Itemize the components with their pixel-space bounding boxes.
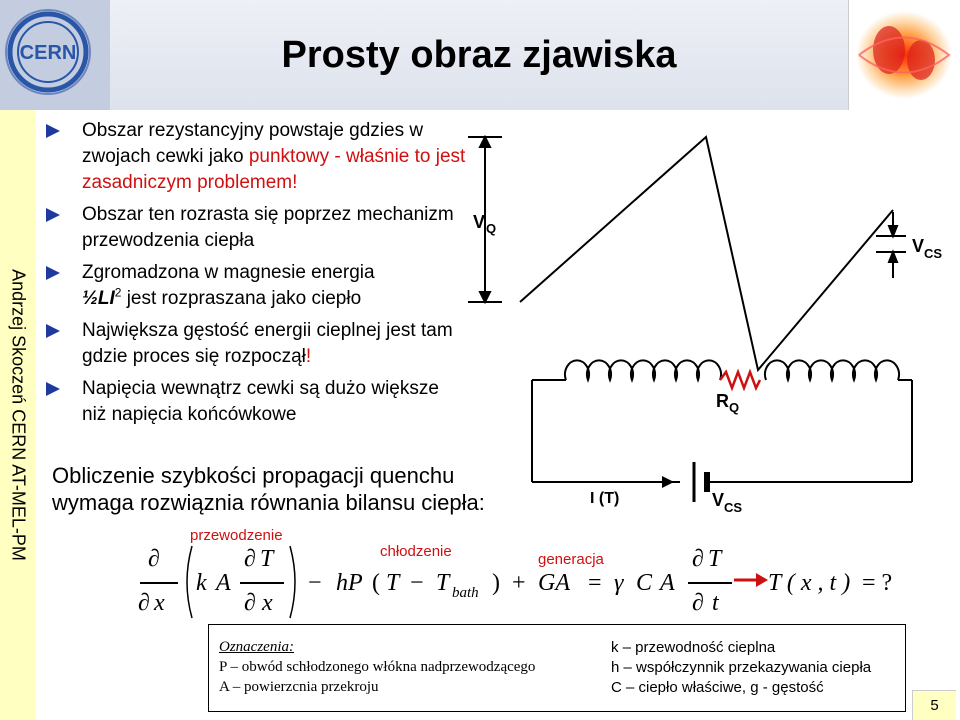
var-t: t: [712, 590, 719, 616]
var-T: T: [386, 570, 400, 596]
bullet-item: [46, 376, 466, 428]
var-T-bath: T: [436, 570, 450, 596]
vcs-bottom-label: V: [712, 490, 725, 510]
notation-right-item: h – współczynnik przekazywania ciepła: [611, 659, 872, 676]
vcs-bottom-label-sub: CS: [724, 500, 743, 515]
bullet-formula-sup: 2: [114, 285, 122, 300]
notation-left-item: P – obwód schłodzonego włókna nadprzewodzącego: [219, 659, 536, 675]
bullet-text: Obszar ten rozrasta się poprzez mechanizm przewodzenia ciepła: [82, 204, 454, 251]
bullet-text: Największa gęstość energii cieplnej jest tam gdzie proces się rozpoczął: [82, 320, 453, 367]
bullet-item: [46, 118, 466, 196]
voltage-waveform: [520, 137, 893, 370]
cern-logo-text: CERN: [19, 42, 77, 64]
rq-label-sub: Q: [729, 400, 740, 415]
minus-sign: −: [308, 570, 322, 596]
current-label: I (T): [590, 490, 620, 507]
right-bracket-icon: [288, 544, 304, 620]
notation-box: [208, 624, 906, 712]
notation-left-item: A – powierzcnia przekroju: [219, 679, 379, 695]
vq-label-sub: Q: [486, 221, 497, 236]
var-x: x: [154, 590, 165, 616]
partial-symbol: ∂: [244, 590, 256, 616]
var-A: A: [216, 570, 231, 596]
vq-label: V: [473, 212, 486, 232]
var-k: k: [196, 570, 207, 596]
right-paren: ): [492, 570, 500, 596]
left-bracket-icon: [178, 544, 194, 620]
notation-right-item: k – przewodność cieplna: [611, 639, 776, 656]
fraction-line: [140, 582, 178, 584]
battery-symbol: [694, 462, 707, 502]
equals-sign: =: [588, 570, 602, 596]
bullet-formula: ½LI: [82, 288, 115, 309]
label-conduction: przewodzenie: [190, 527, 283, 544]
bullet-text: Napięcia wewnątrz cewki są dużo większe niż napięcia końcówkowe: [82, 378, 439, 425]
partial-symbol: ∂: [692, 590, 704, 616]
vcs-right-label-sub: CS: [924, 246, 943, 261]
left-paren: (: [372, 570, 380, 596]
bullet-list: [46, 118, 466, 434]
partial-symbol: ∂: [138, 590, 150, 616]
bullet-arrow-icon: [46, 382, 60, 396]
quench-circuit-diagram: [460, 118, 960, 538]
rq-label: R: [716, 391, 729, 411]
bullet-text: Obszar rezystancyjny powstaje gdzies w zwojach cewki jako: [82, 120, 424, 167]
subscript-bath: bath: [452, 585, 479, 601]
partial-symbol: ∂: [148, 546, 160, 572]
var-T: T: [260, 546, 274, 572]
plus-sign: +: [512, 570, 526, 596]
cern-logo: [0, 0, 110, 110]
magnet-coil: [532, 360, 912, 482]
fraction-line: [688, 582, 732, 584]
slide-header: [0, 0, 960, 110]
cern-logo-icon: [0, 0, 110, 110]
result-arrow-icon: [734, 568, 768, 592]
vcs-right-label: V: [912, 236, 925, 256]
bullet-item: [46, 318, 466, 370]
var-T: T: [708, 546, 722, 572]
partial-symbol: ∂: [244, 546, 256, 572]
label-cooling: chłodzenie: [380, 543, 452, 560]
fraction-line: [240, 582, 284, 584]
var-hP: hP: [336, 570, 363, 596]
author-label: Andrzej Skoczeń CERN AT-MEL-PM: [8, 269, 29, 561]
equals-question: = ?: [862, 570, 893, 596]
minus-sign: −: [410, 570, 424, 596]
bullet-arrow-icon: [46, 266, 60, 280]
equation-intro: Obliczenie szybkości propagacji quenchu wymaga rozwiąznia równania bilansu ciepła:: [52, 463, 485, 515]
var-x: x: [262, 590, 273, 616]
bullet-item: [46, 202, 466, 254]
var-GA: GA: [538, 570, 570, 596]
bullet-text: Zgromadzona w magnesie energia: [82, 262, 375, 283]
var-A: A: [660, 570, 675, 596]
notation-right-item: C – ciepło właściwe, g - gęstość: [611, 679, 824, 696]
quench-simulation-image: [848, 0, 960, 110]
bullet-arrow-icon: [46, 208, 60, 222]
label-generation: generacja: [538, 551, 604, 568]
bullet-arrow-icon: [46, 324, 60, 338]
bullet-red-text: punktowy - właśnie to jest zasadniczym problemem!: [82, 146, 466, 193]
bullet-text-cont: jest rozpraszana jako ciepło: [121, 288, 362, 309]
bullet-red-suffix: !: [305, 346, 312, 367]
page-number: 5: [912, 690, 956, 720]
bullet-item: [46, 260, 466, 312]
var-C: C: [636, 570, 653, 596]
slide-title: Prosty obraz zjawiska: [281, 33, 677, 76]
vcs-dimension-arrow: [876, 212, 906, 278]
quench-hotspot-icon: [849, 0, 960, 110]
unknown-function: T ( x , t ): [768, 570, 851, 596]
notation-heading: Oznaczenia:: [219, 639, 294, 655]
current-arrow: [640, 476, 674, 488]
bullet-arrow-icon: [46, 124, 60, 138]
title-band: [110, 0, 848, 110]
partial-symbol: ∂: [692, 546, 704, 572]
var-gamma: γ: [614, 570, 624, 596]
